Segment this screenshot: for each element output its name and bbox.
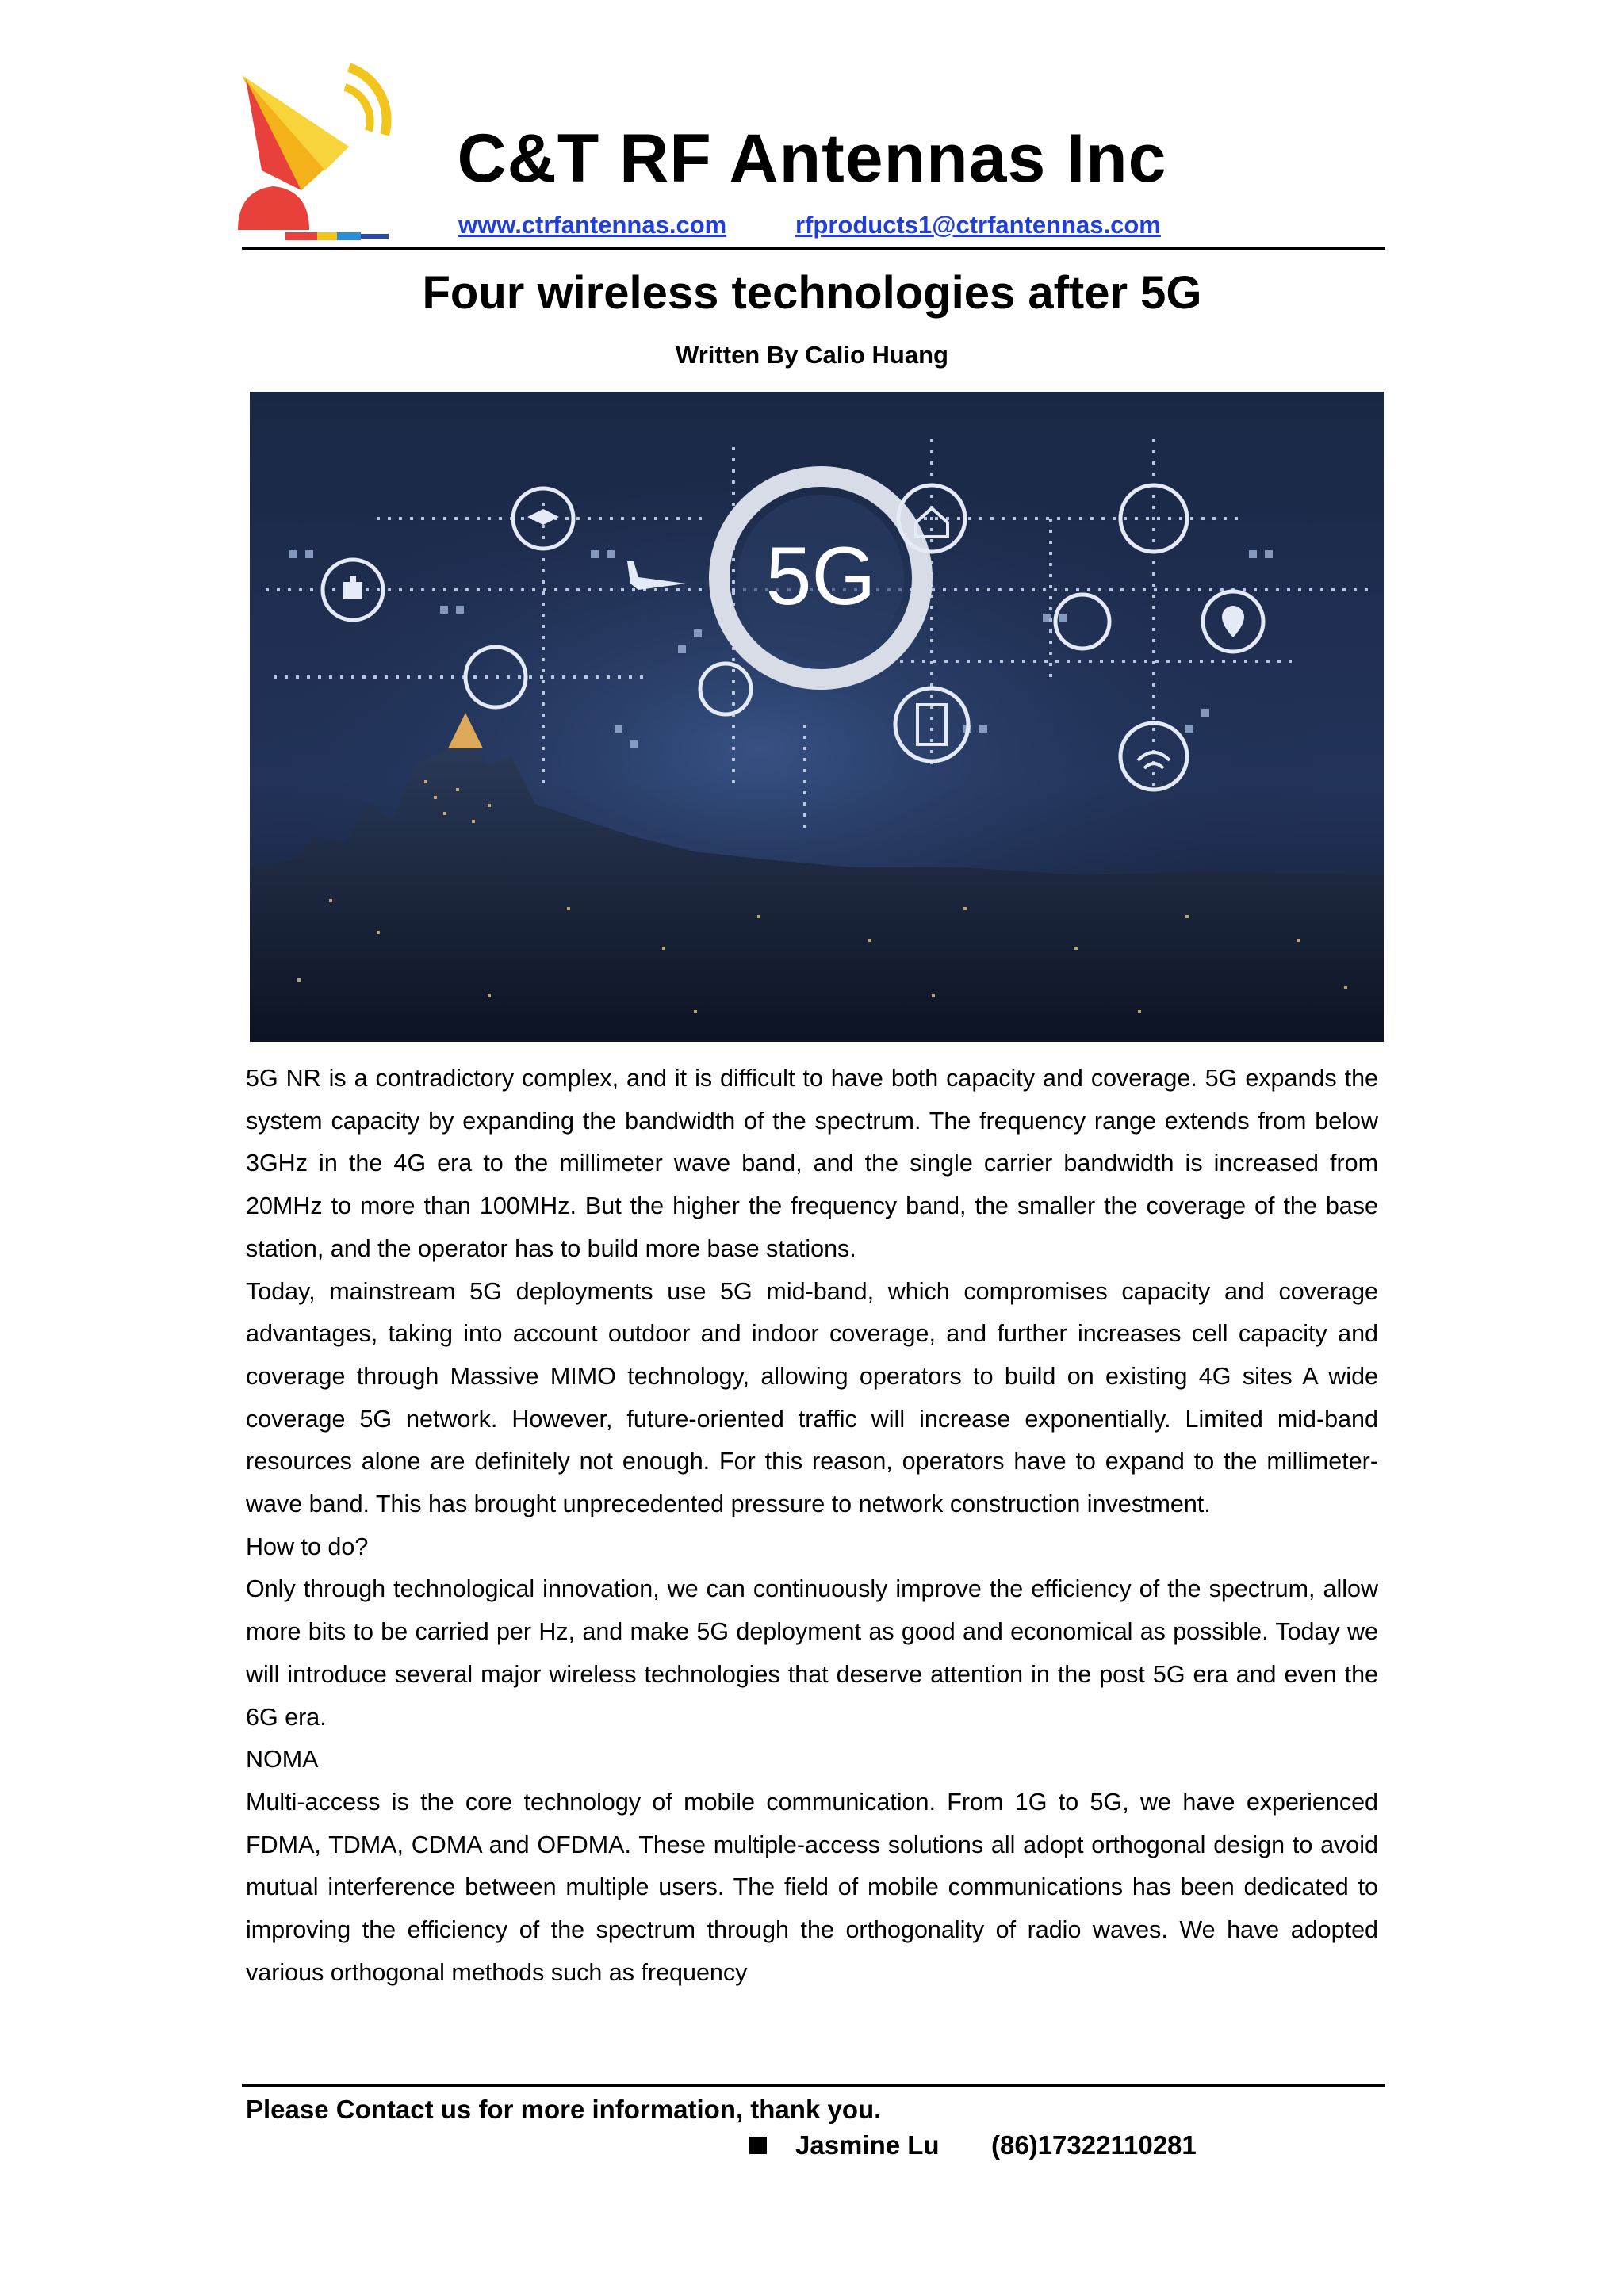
article-title: Four wireless technologies after 5G — [422, 267, 1202, 319]
paragraph: Multi-access is the core technology of mobile communication. From 1G to 5G, we have experienced FDMA, TDMA, CDMA and OFDMA. These multiple-access solutions all adopt orthogonal design to avoid mutual interference between multiple users. The field of mobile communications has been dedicated to improving the efficiency of the spectrum through the orthogonality of radio waves. We have adopted various orthogonal methods such as frequency — [246, 1788, 1378, 1986]
article-byline: Written By Calio Huang — [676, 341, 948, 369]
hero-5g-label: 5G — [765, 530, 876, 622]
contact-phone: (86)17322110281 — [991, 2130, 1197, 2160]
paragraph: Only through technological innovation, we can continuously improve the efficiency of the spectrum, allow more bits to be carried per Hz, and make 5G deployment as good and economical as possible. Today we will introduce several major wireless technologies that deserve attention in the post 5G era and even the 6G era. — [246, 1575, 1378, 1731]
email-link[interactable]: rfproducts1@ctrfantennas.com — [795, 211, 1161, 239]
paragraph: Today, mainstream 5G deployments use 5G mid-band, which compromises capacity and coverage advantages, taking into account outdoor and indoor coverage, and further increases cell capacity and coverage through Massive MIMO technology, allowing operators to build on existing 4G sites A wide coverage 5G network. However, future-oriented traffic will increase exponentially. Limited mid-band resources alone are definitely not enough. For this reason, operators have to expand to the millimeter-wave band. This has brought unprecedented pressure to network construction investment. — [246, 1277, 1378, 1518]
contact-person — [749, 2127, 1352, 2164]
square-bullet-icon — [749, 2137, 767, 2154]
website-link[interactable]: www.ctrfantennas.com — [458, 211, 727, 239]
hero-5g-image — [250, 392, 1384, 1042]
article-body — [246, 1058, 1378, 1994]
header-links — [458, 211, 1172, 243]
contact-name: Jasmine Lu — [795, 2130, 940, 2160]
section-heading-noma: NOMA — [246, 1746, 319, 1774]
header-divider — [242, 247, 1385, 250]
paragraph: 5G NR is a contradictory complex, and it is difficult to have both capacity and coverage. 5G expands the system capacity by expanding the bandwidth of the spectrum. The frequency range extends from below 3GHz in the 4G era to the millimeter wave band, and the single carrier bandwidth is increased from 20MHz to more than 100MHz. But the higher the frequency band, the smaller the coverage of the base station, and the operator has to build more base stations. — [246, 1065, 1378, 1262]
paragraph: How to do? — [246, 1533, 369, 1560]
company-name: C&T RF Antennas Inc — [457, 121, 1167, 197]
footer-divider — [242, 2084, 1385, 2087]
contact-line: Please Contact us for more information, thank you. — [246, 2095, 882, 2124]
